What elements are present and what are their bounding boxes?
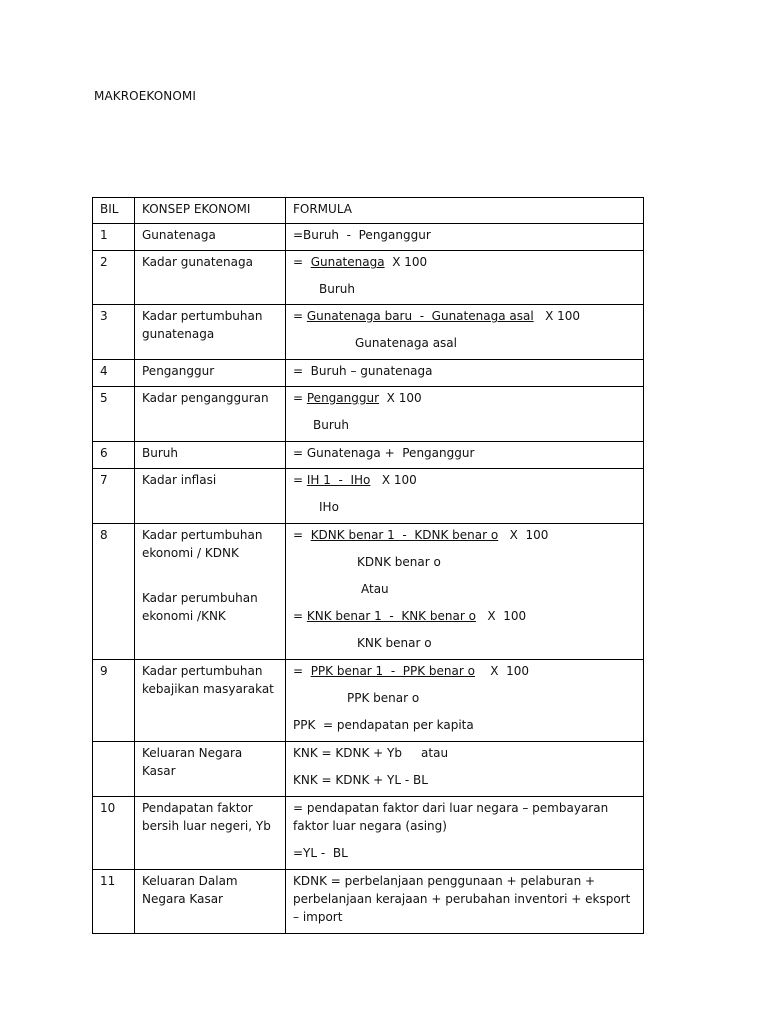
formula-cell <box>286 360 644 387</box>
table-row <box>93 251 644 305</box>
formula-multiplier: X 100 <box>379 391 422 405</box>
table-header-row <box>93 198 644 224</box>
table-row <box>93 469 644 524</box>
formula-cell <box>286 442 644 469</box>
formula-cell: KDNK = perbelanjaan penggunaan + pelaburan + perbelanjaan kerajaan + perubahan inventori + eksport – import <box>286 870 644 934</box>
formula-cell <box>286 305 644 360</box>
formula-prefix: = <box>293 473 307 487</box>
formula-numerator: KNK benar 1 - KNK benar o <box>306 609 476 623</box>
formula-note: PPK = pendapatan per kapita <box>293 718 474 732</box>
header-konsep: KONSEP EKONOMI <box>135 198 286 224</box>
row-number: 3 <box>93 305 135 360</box>
formula-text: = Buruh – gunatenaga <box>293 364 433 378</box>
formula-prefix: = <box>293 609 307 623</box>
concept-cell: Buruh <box>135 442 286 469</box>
concept-cell <box>135 524 286 660</box>
row-number <box>93 742 135 797</box>
formula-multiplier: X 100 <box>475 609 527 623</box>
row-number: 8 <box>93 524 135 660</box>
formula-denominator: KDNK benar o <box>357 555 441 569</box>
formula-denominator: Buruh <box>319 282 355 296</box>
formula-numerator: KDNK benar 1 - KDNK benar o <box>310 528 499 542</box>
formula-cell <box>286 224 644 251</box>
concept-cell: Gunatenaga <box>135 224 286 251</box>
table-row <box>93 742 644 797</box>
formula-multiplier: X 100 <box>498 528 549 542</box>
formula-prefix: = <box>293 309 307 323</box>
document-title: MAKROEKONOMI <box>94 89 196 103</box>
table-row <box>93 360 644 387</box>
formula-multiplier: X 100 <box>370 473 417 487</box>
concept-knk: Kadar perumbuhan ekonomi /KNK <box>142 591 258 623</box>
row-number: 10 <box>93 797 135 870</box>
formula-multiplier: X 100 <box>533 309 581 323</box>
formula-numerator: Penganggur <box>306 391 380 405</box>
formula-prefix: = <box>293 255 311 269</box>
formula-prefix: = <box>293 528 311 542</box>
row-number: 1 <box>93 224 135 251</box>
concept-cell: Kadar inflasi <box>135 469 286 524</box>
row-number: 9 <box>93 660 135 742</box>
concept-cell: Kadar gunatenaga <box>135 251 286 305</box>
formula-text: = Gunatenaga + Penganggur <box>293 446 475 460</box>
formula-cell <box>286 387 644 442</box>
concept-cell: Pendapatan faktor bersih luar negeri, Yb <box>135 797 286 870</box>
formula-denominator: Buruh <box>313 418 349 432</box>
table-row <box>93 224 644 251</box>
table-row <box>93 524 644 660</box>
row-number: 7 <box>93 469 135 524</box>
concept-cell: Kadar pengangguran <box>135 387 286 442</box>
formula-text: KNK = KDNK + Yb atau <box>293 746 449 760</box>
formula-cell <box>286 251 644 305</box>
formula-cell <box>286 742 644 797</box>
formula-cell <box>286 524 644 660</box>
formula-prefix: = <box>293 664 311 678</box>
formula-prefix: = <box>293 391 307 405</box>
formula-denominator: IHo <box>319 500 339 514</box>
row-number: 6 <box>93 442 135 469</box>
formula-denominator: Gunatenaga asal <box>355 336 457 350</box>
row-number: 2 <box>93 251 135 305</box>
header-bil: BIL <box>93 198 135 224</box>
formula-text-alt: =YL - BL <box>293 846 348 860</box>
atau-label: Atau <box>361 582 389 596</box>
formula-table <box>92 197 644 934</box>
table-row <box>93 442 644 469</box>
formula-numerator: IH 1 - IHo <box>306 473 371 487</box>
table-row <box>93 870 644 934</box>
formula-cell <box>286 797 644 870</box>
formula-denominator: PPK benar o <box>347 691 420 705</box>
row-number: 11 <box>93 870 135 934</box>
formula-text: =Buruh - Penganggur <box>293 228 431 242</box>
row-number: 4 <box>93 360 135 387</box>
formula-cell <box>286 469 644 524</box>
header-formula: FORMULA <box>286 198 644 224</box>
concept-cell: Kadar pertumbuhan gunatenaga <box>135 305 286 360</box>
row-number: 5 <box>93 387 135 442</box>
table-row <box>93 660 644 742</box>
formula-numerator: Gunatenaga baru - Gunatenaga asal <box>306 309 534 323</box>
formula-text-alt: KNK = KDNK + YL - BL <box>293 773 428 787</box>
concept-cell: Penganggur <box>135 360 286 387</box>
formula-text: = pendapatan faktor dari luar negara – pembayaran faktor luar negara (asing) <box>293 801 609 833</box>
concept-cell: Kadar pertumbuhan kebajikan masyarakat <box>135 660 286 742</box>
formula-denominator: KNK benar o <box>357 636 432 650</box>
concept-cell: Keluaran Negara Kasar <box>135 742 286 797</box>
formula-numerator: Gunatenaga <box>310 255 385 269</box>
table-row <box>93 387 644 442</box>
formula-multiplier: X 100 <box>384 255 428 269</box>
table-row <box>93 305 644 360</box>
formula-numerator: PPK benar 1 - PPK benar o <box>310 664 475 678</box>
formula-multiplier: X 100 <box>474 664 529 678</box>
table-row <box>93 797 644 870</box>
concept-cell: Keluaran Dalam Negara Kasar <box>135 870 286 934</box>
formula-cell <box>286 660 644 742</box>
concept-kdnk: Kadar pertumbuhan ekonomi / KDNK <box>142 528 263 560</box>
